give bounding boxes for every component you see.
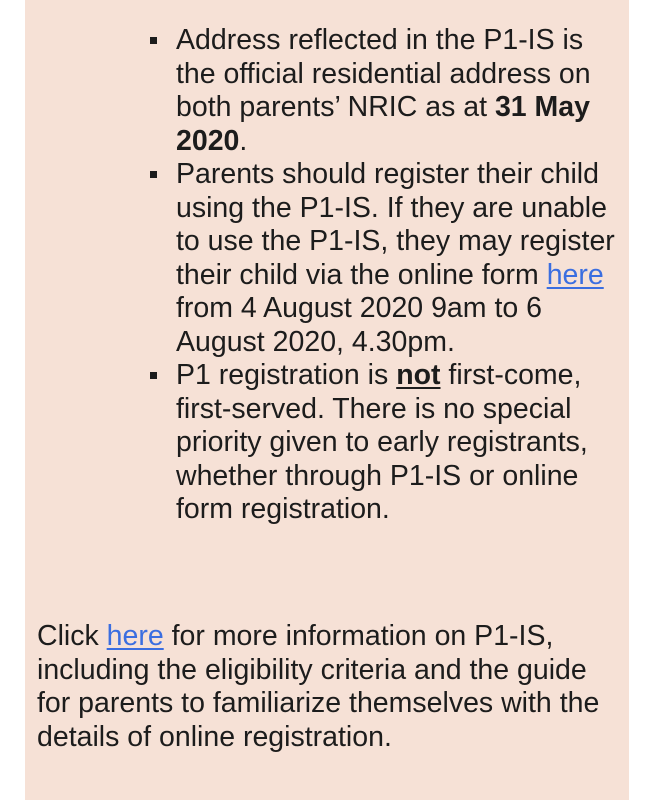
bullet-list bbox=[150, 24, 620, 527]
bullet-text: P1 registration is bbox=[176, 359, 397, 391]
para-text-end: for more information on P1-IS, including the eligibility criteria and the guide for parents to familiarize themselves with the details of online registration. bbox=[37, 620, 600, 753]
emphasis-not: not bbox=[396, 359, 441, 391]
bullet-square-icon bbox=[150, 171, 157, 178]
bullet-text-end: from 4 August 2020 9am to 6 August 2020, 4.30pm. bbox=[176, 292, 542, 358]
para-text: Click bbox=[37, 620, 107, 652]
bullet-text: Parents should register their child using the P1-IS. If they are unable to use the P1-IS, they may register their child via the online form bbox=[176, 158, 615, 291]
bullet-text: Address reflected in the P1-IS is the official residential address on both parents’ NRIC as at bbox=[176, 24, 591, 123]
bullet-text-end: . bbox=[239, 124, 248, 157]
online-form-link[interactable]: here bbox=[546, 258, 604, 291]
bullet-text-end: first-come, first-served. There is no special priority given to early registrants, whether through P1-IS or online form registration. bbox=[176, 359, 588, 525]
bullet-item-first-come bbox=[150, 359, 620, 527]
bullet-square-icon bbox=[150, 37, 157, 44]
bullet-item-register bbox=[150, 158, 620, 359]
bullet-square-icon bbox=[150, 372, 157, 379]
bold-date: 31 May 2020 bbox=[176, 91, 590, 157]
more-info-link[interactable]: here bbox=[106, 620, 164, 652]
bullet-item-address bbox=[150, 24, 620, 158]
more-info-paragraph bbox=[37, 620, 627, 754]
